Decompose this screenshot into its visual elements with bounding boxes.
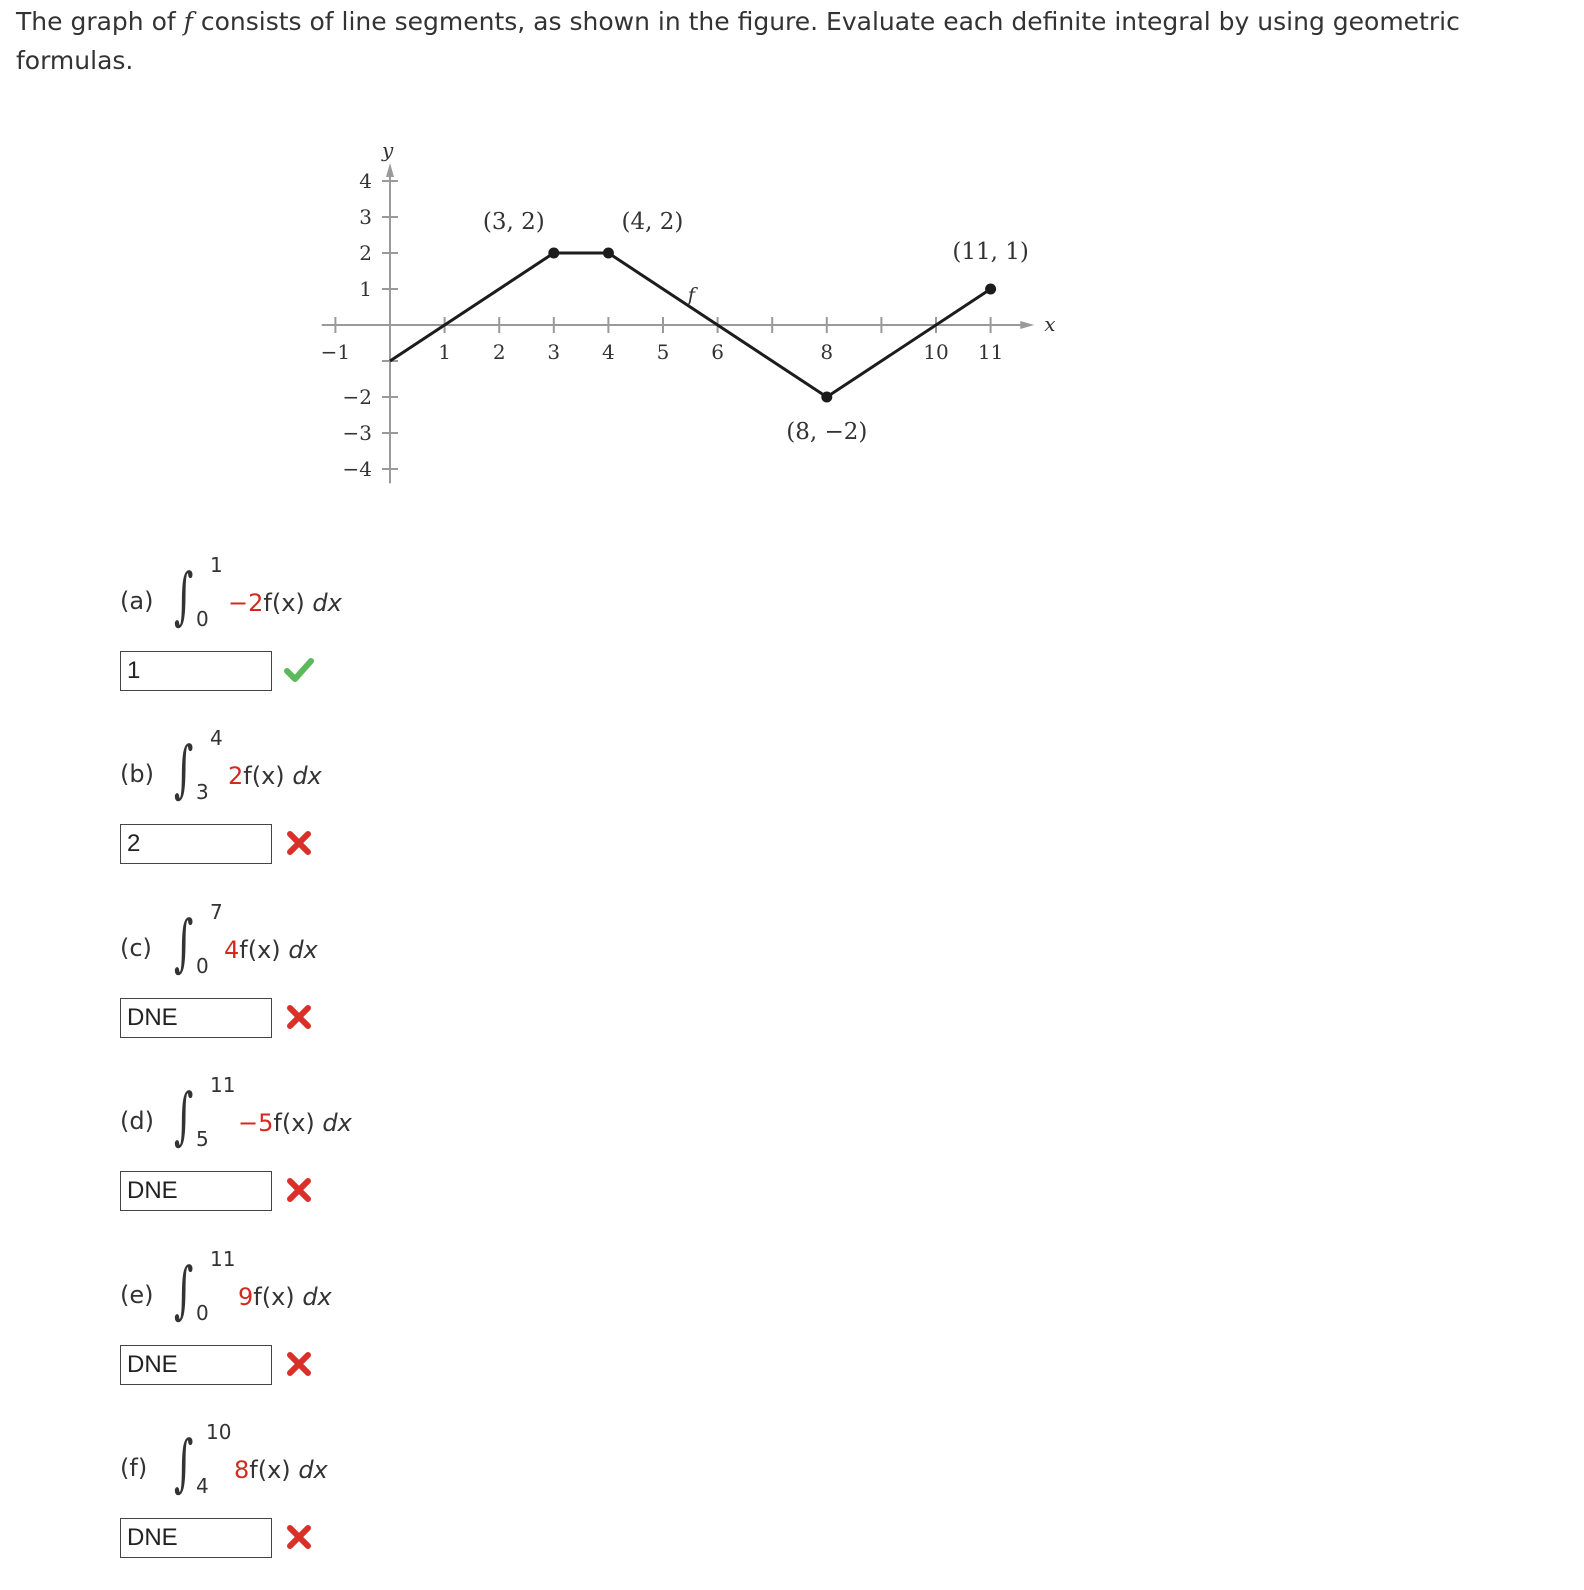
curve-label: f: [687, 282, 695, 307]
lower-limit: 4: [196, 1474, 209, 1498]
integrand: [228, 762, 322, 790]
integral-sign: ∫: [174, 1079, 194, 1152]
y-tick-label: −2: [342, 385, 372, 409]
x-tick-label: 4: [602, 340, 615, 364]
integral-sign: ∫: [174, 559, 194, 632]
x-tick-label: 11: [977, 340, 1004, 364]
lower-limit: 0: [196, 954, 209, 978]
function-graph: [300, 100, 1080, 500]
differential: dx: [298, 1456, 328, 1484]
x-tick-label: 3: [547, 340, 561, 364]
coefficient: 8: [234, 1456, 250, 1484]
x-tick-label: 10: [923, 340, 949, 364]
part-label: (a): [120, 587, 154, 615]
y-tick-label: −3: [342, 421, 372, 445]
x-tick-label: 5: [656, 340, 670, 364]
integrand: [238, 1109, 352, 1137]
integrand: [228, 589, 342, 617]
lower-limit: 5: [196, 1127, 209, 1151]
coefficient: −2: [228, 589, 264, 617]
point-label: (11, 1): [952, 239, 1029, 265]
function-expr: f(x): [273, 1109, 315, 1137]
upper-limit: 7: [210, 900, 223, 924]
differential: dx: [312, 589, 342, 617]
x-mark-icon: [284, 1522, 314, 1552]
integral-sign: ∫: [174, 732, 194, 805]
integrand: [224, 936, 318, 964]
prompt-before: The graph of: [16, 7, 184, 36]
x-mark-icon: [284, 828, 314, 858]
integral-sign: ∫: [174, 1426, 194, 1499]
y-axis-arrow: [386, 163, 394, 177]
y-tick-label: −4: [342, 457, 372, 481]
answer-input[interactable]: [120, 1171, 272, 1211]
coefficient: 9: [238, 1283, 254, 1311]
y-tick-label: 2: [359, 241, 372, 265]
coefficient: 2: [228, 762, 244, 790]
upper-limit: 4: [210, 726, 223, 750]
upper-limit: 1: [210, 553, 223, 577]
answer-input[interactable]: [120, 651, 272, 691]
y-tick-label: 1: [359, 277, 372, 301]
x-tick-label: 6: [711, 340, 724, 364]
integrand: [234, 1456, 328, 1484]
coefficient: −5: [238, 1109, 274, 1137]
lower-limit: 3: [196, 780, 209, 804]
prompt-func: f: [183, 7, 193, 36]
integral-sign: ∫: [174, 1253, 194, 1326]
data-point: [548, 248, 559, 259]
answer-input[interactable]: [120, 1345, 272, 1385]
data-point: [985, 284, 996, 295]
part-label: (c): [120, 934, 152, 962]
x-mark-icon: [284, 1349, 314, 1379]
data-point: [821, 392, 832, 403]
x-axis-label: x: [1044, 312, 1056, 336]
function-expr: f(x): [253, 1283, 295, 1311]
differential: dx: [322, 1109, 352, 1137]
answer-input[interactable]: [120, 824, 272, 864]
upper-limit: 10: [206, 1420, 232, 1444]
x-mark-icon: [284, 1175, 314, 1205]
point-label: (8, −2): [786, 419, 868, 445]
lower-limit: 0: [196, 607, 209, 631]
answer-input[interactable]: [120, 998, 272, 1038]
differential: dx: [288, 936, 318, 964]
y-tick-label: 4: [359, 169, 372, 193]
part-label: (d): [120, 1107, 154, 1135]
point-label: (4, 2): [621, 209, 684, 235]
x-tick-label: −1: [320, 340, 351, 364]
integral-sign: ∫: [174, 906, 194, 979]
lower-limit: 0: [196, 1301, 209, 1325]
integrand: [238, 1283, 332, 1311]
check-icon: [284, 655, 314, 685]
function-expr: f(x): [239, 936, 281, 964]
part-label: (f): [120, 1454, 148, 1482]
function-expr: f(x): [243, 762, 285, 790]
differential: dx: [302, 1283, 332, 1311]
x-tick-label: 1: [438, 340, 451, 364]
upper-limit: 11: [210, 1247, 236, 1271]
x-tick-label: 2: [492, 340, 506, 364]
function-expr: f(x): [263, 589, 305, 617]
part-label: (e): [120, 1281, 154, 1309]
x-mark-icon: [284, 1002, 314, 1032]
y-tick-label: 3: [359, 205, 372, 229]
differential: dx: [292, 762, 322, 790]
x-tick-label: 8: [820, 340, 834, 364]
y-axis-label: y: [382, 138, 394, 162]
point-label: (3, 2): [482, 209, 545, 235]
coefficient: 4: [224, 936, 240, 964]
answer-input[interactable]: [120, 1518, 272, 1558]
data-point: [603, 248, 614, 259]
upper-limit: 11: [210, 1073, 236, 1097]
part-label: (b): [120, 760, 154, 788]
x-axis-arrow: [1020, 321, 1034, 329]
prompt-after: consists of line segments, as shown in the figure. Evaluate each definite integral by using geometric formulas.: [16, 7, 1460, 75]
function-expr: f(x): [249, 1456, 291, 1484]
problem-statement: [16, 2, 1556, 80]
